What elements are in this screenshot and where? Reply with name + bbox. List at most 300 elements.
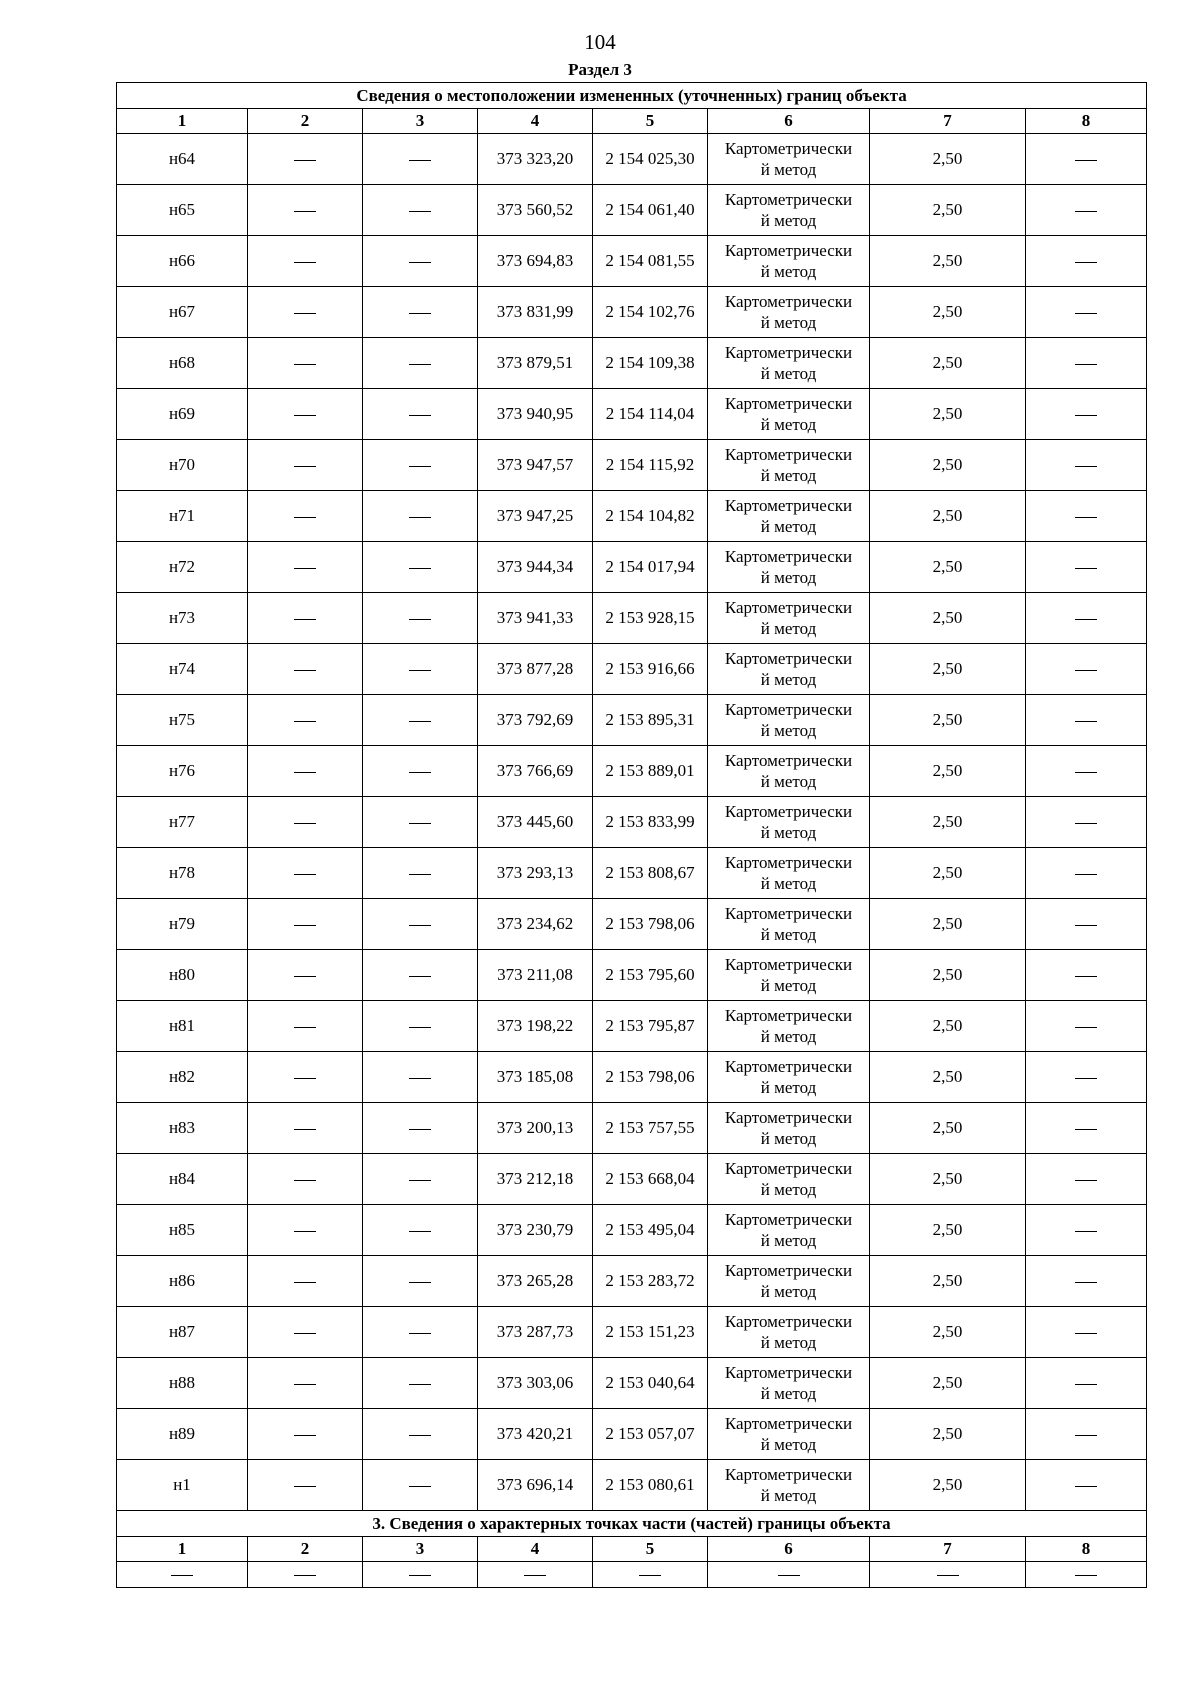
method-line1: Картометрически	[724, 343, 853, 362]
page-number: 104	[584, 30, 616, 54]
table-row	[117, 236, 1147, 287]
method-line1: Картометрически	[724, 853, 853, 872]
dash-mark	[409, 1129, 431, 1130]
column-header: 7	[870, 1537, 1026, 1562]
dash-mark	[294, 925, 316, 926]
y-coordinate-cell: 2 153 798,06	[593, 1052, 708, 1103]
col8-cell	[1026, 1154, 1147, 1205]
dash-mark	[409, 1078, 431, 1079]
dash-mark	[294, 772, 316, 773]
method-line1: Картометрически	[724, 1210, 853, 1229]
column-header: 8	[1026, 1537, 1147, 1562]
y-coordinate-cell: 2 154 061,40	[593, 185, 708, 236]
method-cell	[708, 440, 870, 491]
dash-mark	[409, 1575, 431, 1576]
method-line1: Картометрически	[724, 1159, 853, 1178]
dash-mark	[1075, 262, 1097, 263]
col3-cell	[363, 236, 478, 287]
point-id-cell: н82	[117, 1052, 248, 1103]
point-id-cell: н79	[117, 899, 248, 950]
method-cell	[708, 185, 870, 236]
col3-cell	[363, 593, 478, 644]
point-id-cell: н87	[117, 1307, 248, 1358]
dash-mark	[1075, 1575, 1097, 1576]
col2-cell	[248, 1256, 363, 1307]
col3-cell	[363, 899, 478, 950]
empty-cell	[478, 1562, 593, 1588]
col3-cell	[363, 440, 478, 491]
dash-mark	[1075, 1435, 1097, 1436]
method-line2: й метод	[760, 976, 817, 995]
accuracy-cell: 2,50	[870, 185, 1026, 236]
table-row	[117, 1103, 1147, 1154]
dash-mark	[1075, 1027, 1097, 1028]
method-cell	[708, 134, 870, 185]
method-line2: й метод	[760, 517, 817, 536]
col3-cell	[363, 695, 478, 746]
dash-mark	[409, 1486, 431, 1487]
dash-mark	[937, 1575, 959, 1576]
col8-cell	[1026, 185, 1147, 236]
method-cell	[708, 593, 870, 644]
point-id-cell: н81	[117, 1001, 248, 1052]
col3-cell	[363, 1409, 478, 1460]
column-header: 5	[593, 109, 708, 134]
col8-cell	[1026, 644, 1147, 695]
dash-mark	[639, 1575, 661, 1576]
col8-cell	[1026, 440, 1147, 491]
col2-cell	[248, 899, 363, 950]
y-coordinate-cell: 2 153 057,07	[593, 1409, 708, 1460]
accuracy-cell: 2,50	[870, 695, 1026, 746]
method-line2: й метод	[760, 925, 817, 944]
dash-mark	[294, 1384, 316, 1385]
point-id-cell: н68	[117, 338, 248, 389]
x-coordinate-cell: 373 265,28	[478, 1256, 593, 1307]
section2-caption-row	[117, 1511, 1147, 1537]
accuracy-cell: 2,50	[870, 338, 1026, 389]
dash-mark	[1075, 415, 1097, 416]
method-line2: й метод	[760, 1078, 817, 1097]
x-coordinate-cell: 373 560,52	[478, 185, 593, 236]
method-line1: Картометрически	[724, 904, 853, 923]
x-coordinate-cell: 373 831,99	[478, 287, 593, 338]
method-cell	[708, 338, 870, 389]
method-line1: Картометрически	[724, 1363, 853, 1382]
dash-mark	[1075, 1384, 1097, 1385]
method-line2: й метод	[760, 1486, 817, 1505]
table-row	[117, 848, 1147, 899]
method-line2: й метод	[760, 1282, 817, 1301]
point-id-cell: н75	[117, 695, 248, 746]
method-line1: Картометрически	[724, 139, 853, 158]
dash-mark	[1075, 160, 1097, 161]
point-id-cell: н88	[117, 1358, 248, 1409]
method-line2: й метод	[760, 619, 817, 638]
empty-cell	[870, 1562, 1026, 1588]
point-id-cell: н73	[117, 593, 248, 644]
col8-cell	[1026, 1052, 1147, 1103]
col8-cell	[1026, 1001, 1147, 1052]
method-line2: й метод	[760, 670, 817, 689]
dash-mark	[294, 976, 316, 977]
accuracy-cell: 2,50	[870, 1460, 1026, 1511]
accuracy-cell: 2,50	[870, 950, 1026, 1001]
x-coordinate-cell: 373 694,83	[478, 236, 593, 287]
col2-cell	[248, 848, 363, 899]
accuracy-cell: 2,50	[870, 848, 1026, 899]
point-id-cell: н67	[117, 287, 248, 338]
method-cell	[708, 1358, 870, 1409]
col3-cell	[363, 1307, 478, 1358]
point-id-cell: н74	[117, 644, 248, 695]
dash-mark	[409, 160, 431, 161]
method-cell	[708, 1154, 870, 1205]
x-coordinate-cell: 373 941,33	[478, 593, 593, 644]
empty-cell	[248, 1562, 363, 1588]
table-row	[117, 899, 1147, 950]
accuracy-cell: 2,50	[870, 440, 1026, 491]
dash-mark	[294, 1180, 316, 1181]
column-header: 1	[117, 109, 248, 134]
table-row	[117, 746, 1147, 797]
dash-mark	[1075, 211, 1097, 212]
method-cell	[708, 899, 870, 950]
dash-mark	[294, 874, 316, 875]
dash-mark	[294, 1333, 316, 1334]
col3-cell	[363, 542, 478, 593]
col2-cell	[248, 389, 363, 440]
dash-mark	[294, 823, 316, 824]
accuracy-cell: 2,50	[870, 1307, 1026, 1358]
method-cell	[708, 491, 870, 542]
method-line1: Картометрически	[724, 241, 853, 260]
col3-cell	[363, 1256, 478, 1307]
point-id-cell: н76	[117, 746, 248, 797]
dash-mark	[294, 364, 316, 365]
col2-cell	[248, 797, 363, 848]
table-row	[117, 1154, 1147, 1205]
table-row	[117, 338, 1147, 389]
col2-cell	[248, 1154, 363, 1205]
method-line2: й метод	[760, 160, 817, 179]
col3-cell	[363, 1103, 478, 1154]
method-line2: й метод	[760, 874, 817, 893]
col8-cell	[1026, 695, 1147, 746]
accuracy-cell: 2,50	[870, 644, 1026, 695]
table-row	[117, 389, 1147, 440]
y-coordinate-cell: 2 153 795,87	[593, 1001, 708, 1052]
table-row	[117, 542, 1147, 593]
col2-cell	[248, 236, 363, 287]
method-line2: й метод	[760, 415, 817, 434]
point-id-cell: н86	[117, 1256, 248, 1307]
accuracy-cell: 2,50	[870, 1256, 1026, 1307]
col8-cell	[1026, 1409, 1147, 1460]
dash-mark	[1075, 1129, 1097, 1130]
method-line2: й метод	[760, 466, 817, 485]
method-cell	[708, 848, 870, 899]
table-caption-row	[117, 83, 1147, 109]
col8-cell	[1026, 389, 1147, 440]
point-id-cell: н71	[117, 491, 248, 542]
y-coordinate-cell: 2 153 495,04	[593, 1205, 708, 1256]
point-id-cell: н70	[117, 440, 248, 491]
point-id-cell: н89	[117, 1409, 248, 1460]
method-line2: й метод	[760, 823, 817, 842]
method-line1: Картометрически	[724, 700, 853, 719]
col3-cell	[363, 797, 478, 848]
col8-cell	[1026, 1460, 1147, 1511]
section-title: Раздел 3	[568, 60, 632, 79]
accuracy-cell: 2,50	[870, 1205, 1026, 1256]
column-header: 6	[708, 109, 870, 134]
y-coordinate-cell: 2 154 017,94	[593, 542, 708, 593]
dash-mark	[778, 1575, 800, 1576]
col2-cell	[248, 644, 363, 695]
y-coordinate-cell: 2 153 080,61	[593, 1460, 708, 1511]
method-line1: Картометрически	[724, 547, 853, 566]
col3-cell	[363, 746, 478, 797]
col3-cell	[363, 1052, 478, 1103]
method-line1: Картометрически	[724, 1057, 853, 1076]
dash-mark	[294, 1129, 316, 1130]
x-coordinate-cell: 373 879,51	[478, 338, 593, 389]
point-id-cell: н78	[117, 848, 248, 899]
y-coordinate-cell: 2 154 025,30	[593, 134, 708, 185]
column-header: 8	[1026, 109, 1147, 134]
col3-cell	[363, 1460, 478, 1511]
method-cell	[708, 1460, 870, 1511]
table-row	[117, 440, 1147, 491]
y-coordinate-cell: 2 154 115,92	[593, 440, 708, 491]
x-coordinate-cell: 373 303,06	[478, 1358, 593, 1409]
method-cell	[708, 1205, 870, 1256]
point-id-cell: н77	[117, 797, 248, 848]
x-coordinate-cell: 373 944,34	[478, 542, 593, 593]
method-cell	[708, 1103, 870, 1154]
y-coordinate-cell: 2 153 808,67	[593, 848, 708, 899]
section2-empty-row	[117, 1562, 1147, 1588]
col8-cell	[1026, 899, 1147, 950]
col3-cell	[363, 644, 478, 695]
dash-mark	[409, 1333, 431, 1334]
method-cell	[708, 389, 870, 440]
table-row	[117, 1358, 1147, 1409]
method-line2: й метод	[760, 772, 817, 791]
dash-mark	[409, 1282, 431, 1283]
method-cell	[708, 287, 870, 338]
col2-cell	[248, 440, 363, 491]
point-id-cell: н84	[117, 1154, 248, 1205]
accuracy-cell: 2,50	[870, 236, 1026, 287]
dash-mark	[294, 160, 316, 161]
dash-mark	[294, 262, 316, 263]
method-line2: й метод	[760, 1333, 817, 1352]
dash-mark	[1075, 1282, 1097, 1283]
point-id-cell: н66	[117, 236, 248, 287]
column-header: 1	[117, 1537, 248, 1562]
column-header: 2	[248, 1537, 363, 1562]
column-header: 3	[363, 1537, 478, 1562]
x-coordinate-cell: 373 947,25	[478, 491, 593, 542]
table-row	[117, 1256, 1147, 1307]
accuracy-cell: 2,50	[870, 287, 1026, 338]
x-coordinate-cell: 373 211,08	[478, 950, 593, 1001]
method-cell	[708, 542, 870, 593]
col8-cell	[1026, 1103, 1147, 1154]
table-rows	[117, 134, 1147, 1511]
column-header: 7	[870, 109, 1026, 134]
dash-mark	[409, 466, 431, 467]
dash-mark	[294, 415, 316, 416]
col2-cell	[248, 1307, 363, 1358]
method-line1: Картометрически	[724, 1006, 853, 1025]
x-coordinate-cell: 373 185,08	[478, 1052, 593, 1103]
col8-cell	[1026, 542, 1147, 593]
dash-mark	[294, 1435, 316, 1436]
accuracy-cell: 2,50	[870, 1001, 1026, 1052]
method-line2: й метод	[760, 721, 817, 740]
section2-caption: 3. Сведения о характерных точках части (частей) границы объекта	[117, 1511, 1147, 1537]
point-id-cell: н69	[117, 389, 248, 440]
table-row	[117, 950, 1147, 1001]
column-header: 4	[478, 109, 593, 134]
accuracy-cell: 2,50	[870, 1409, 1026, 1460]
col8-cell	[1026, 1358, 1147, 1409]
table-row	[117, 644, 1147, 695]
method-line1: Картометрически	[724, 1312, 853, 1331]
y-coordinate-cell: 2 153 916,66	[593, 644, 708, 695]
accuracy-cell: 2,50	[870, 1154, 1026, 1205]
x-coordinate-cell: 373 445,60	[478, 797, 593, 848]
dash-mark	[1075, 976, 1097, 977]
point-id-cell: н80	[117, 950, 248, 1001]
point-id-cell: н64	[117, 134, 248, 185]
method-line1: Картометрически	[724, 445, 853, 464]
method-cell	[708, 1256, 870, 1307]
method-line2: й метод	[760, 1129, 817, 1148]
method-line1: Картометрически	[724, 1108, 853, 1127]
col3-cell	[363, 1205, 478, 1256]
method-line1: Картометрически	[724, 598, 853, 617]
column-header: 6	[708, 1537, 870, 1562]
dash-mark	[409, 568, 431, 569]
accuracy-cell: 2,50	[870, 899, 1026, 950]
dash-mark	[294, 466, 316, 467]
col3-cell	[363, 185, 478, 236]
col2-cell	[248, 542, 363, 593]
x-coordinate-cell: 373 420,21	[478, 1409, 593, 1460]
dash-mark	[409, 619, 431, 620]
method-line2: й метод	[760, 211, 817, 230]
col2-cell	[248, 491, 363, 542]
y-coordinate-cell: 2 153 757,55	[593, 1103, 708, 1154]
y-coordinate-cell: 2 154 081,55	[593, 236, 708, 287]
method-line1: Картометрически	[724, 649, 853, 668]
column-header: 4	[478, 1537, 593, 1562]
dash-mark	[1075, 517, 1097, 518]
point-id-cell: н65	[117, 185, 248, 236]
dash-mark	[409, 721, 431, 722]
col2-cell	[248, 1103, 363, 1154]
y-coordinate-cell: 2 153 795,60	[593, 950, 708, 1001]
accuracy-cell: 2,50	[870, 1103, 1026, 1154]
dash-mark	[409, 313, 431, 314]
table-row	[117, 134, 1147, 185]
method-cell	[708, 236, 870, 287]
table-row	[117, 695, 1147, 746]
method-cell	[708, 644, 870, 695]
dash-mark	[294, 1575, 316, 1576]
boundary-points-table	[116, 82, 1147, 1588]
y-coordinate-cell: 2 154 102,76	[593, 287, 708, 338]
method-line2: й метод	[760, 1435, 817, 1454]
dash-mark	[409, 1435, 431, 1436]
dash-mark	[409, 772, 431, 773]
x-coordinate-cell: 373 287,73	[478, 1307, 593, 1358]
dash-mark	[409, 364, 431, 365]
accuracy-cell: 2,50	[870, 593, 1026, 644]
col2-cell	[248, 1001, 363, 1052]
method-line2: й метод	[760, 313, 817, 332]
method-line1: Картометрически	[724, 1465, 853, 1484]
dash-mark	[1075, 925, 1097, 926]
dash-mark	[1075, 568, 1097, 569]
x-coordinate-cell: 373 940,95	[478, 389, 593, 440]
x-coordinate-cell: 373 230,79	[478, 1205, 593, 1256]
col3-cell	[363, 338, 478, 389]
dash-mark	[294, 568, 316, 569]
method-cell	[708, 1001, 870, 1052]
table-row	[117, 1460, 1147, 1511]
table-caption: Сведения о местоположении измененных (уточненных) границ объекта	[117, 83, 1147, 109]
y-coordinate-cell: 2 154 104,82	[593, 491, 708, 542]
method-line2: й метод	[760, 1027, 817, 1046]
table-row	[117, 593, 1147, 644]
accuracy-cell: 2,50	[870, 746, 1026, 797]
dash-mark	[1075, 1486, 1097, 1487]
col8-cell	[1026, 338, 1147, 389]
dash-mark	[409, 211, 431, 212]
dash-mark	[294, 211, 316, 212]
method-line2: й метод	[760, 364, 817, 383]
method-cell	[708, 1409, 870, 1460]
dash-mark	[1075, 823, 1097, 824]
dash-mark	[1075, 772, 1097, 773]
dash-mark	[409, 1027, 431, 1028]
method-cell	[708, 746, 870, 797]
y-coordinate-cell: 2 153 833,99	[593, 797, 708, 848]
col8-cell	[1026, 287, 1147, 338]
col2-cell	[248, 1205, 363, 1256]
method-cell	[708, 1307, 870, 1358]
col2-cell	[248, 1460, 363, 1511]
dash-mark	[409, 670, 431, 671]
table-row	[117, 287, 1147, 338]
y-coordinate-cell: 2 154 114,04	[593, 389, 708, 440]
y-coordinate-cell: 2 153 895,31	[593, 695, 708, 746]
x-coordinate-cell: 373 877,28	[478, 644, 593, 695]
accuracy-cell: 2,50	[870, 389, 1026, 440]
dash-mark	[294, 1282, 316, 1283]
method-line1: Картометрически	[724, 1414, 853, 1433]
table-row	[117, 797, 1147, 848]
accuracy-cell: 2,50	[870, 1052, 1026, 1103]
y-coordinate-cell: 2 153 889,01	[593, 746, 708, 797]
accuracy-cell: 2,50	[870, 1358, 1026, 1409]
method-line2: й метод	[760, 262, 817, 281]
